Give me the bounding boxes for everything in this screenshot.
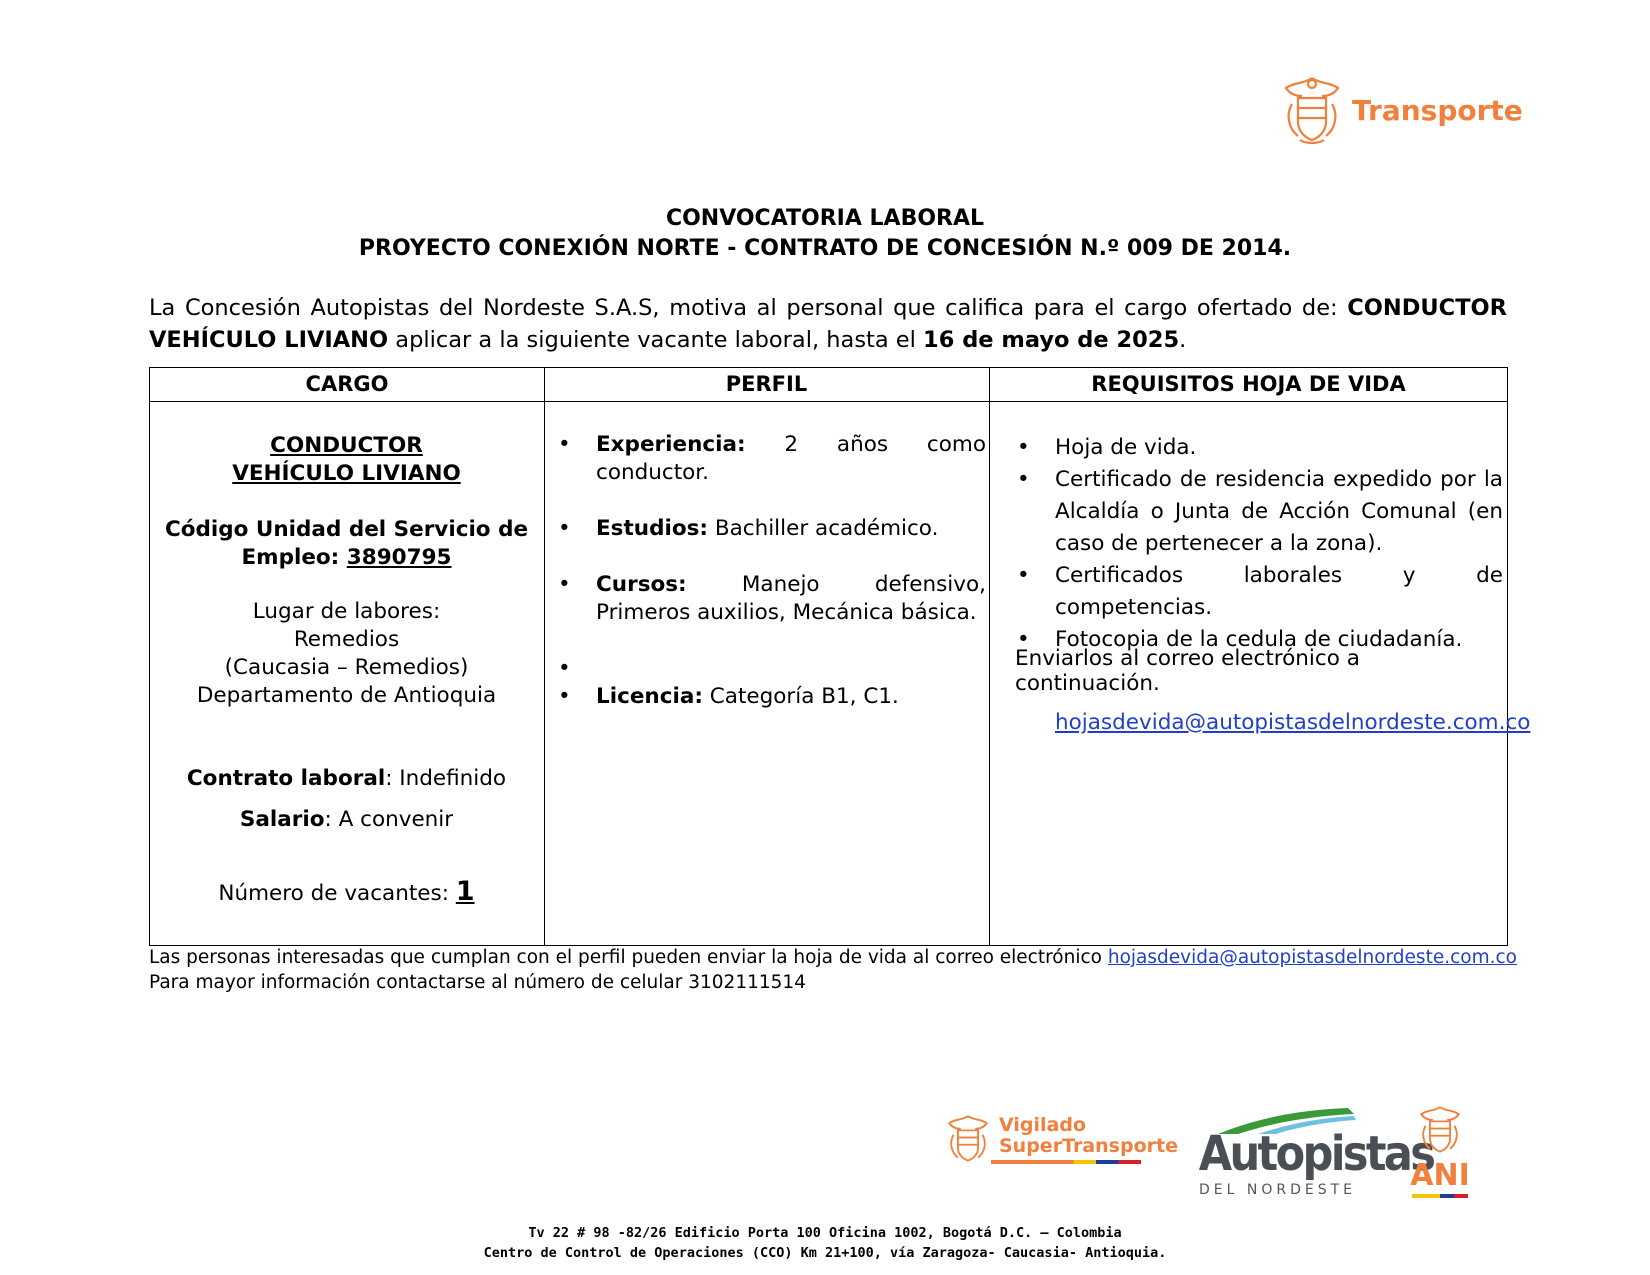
perfil-label: Cursos: bbox=[596, 572, 687, 597]
cargo-contract-label: Contrato laboral bbox=[186, 766, 386, 791]
cargo-title bbox=[150, 432, 543, 488]
autopistas-wordmark: Autopistas bbox=[1198, 1126, 1434, 1182]
requisito-item: • Fotocopia de la cedula de ciudadanía. bbox=[991, 624, 1503, 656]
footnote-email-link[interactable]: hojasdevida@autopistasdelnordeste.com.co bbox=[1107, 947, 1517, 968]
perfil-list bbox=[546, 431, 986, 711]
cargo-vacancies-value: 1 bbox=[455, 876, 475, 907]
address-line-1: Tv 22 # 98 -82/26 Edificio Porta 100 Oficina 1002, Bogotá D.C. – Colombia bbox=[528, 1225, 1122, 1241]
cargo-code bbox=[150, 516, 543, 572]
ani-wordmark: ANI bbox=[1410, 1158, 1470, 1193]
cargo-place-line3: Departamento de Antioquia bbox=[196, 683, 497, 708]
perfil-item-experiencia bbox=[546, 431, 986, 487]
autopistas-subtitle: DEL NORDESTE bbox=[1198, 1182, 1356, 1198]
requisitos-list bbox=[991, 432, 1503, 656]
perfil-item-cursos bbox=[546, 571, 986, 627]
cargo-salary-value: : A convenir bbox=[324, 807, 454, 832]
requisito-item: • Certificados laborales y de competencias. bbox=[991, 560, 1503, 624]
footnote-phone: Para mayor información contactarse al número de celular 3102111514 bbox=[149, 972, 806, 993]
intro-role: CONDUCTOR VEHÍCULO LIVIANO bbox=[149, 295, 1507, 353]
requisito-item: • Hoja de vida. bbox=[991, 432, 1503, 464]
transporte-logo-text: Transporte bbox=[1352, 93, 1523, 127]
intro-deadline: 16 de mayo de 2025 bbox=[923, 327, 1180, 353]
cargo-place-line2: (Caucasia – Remedios) bbox=[224, 655, 469, 680]
intro-paragraph bbox=[149, 292, 1507, 356]
footnote-email bbox=[149, 946, 1517, 970]
cargo-title-line2: VEHÍCULO LIVIANO bbox=[232, 461, 461, 486]
cargo-contract bbox=[150, 765, 543, 793]
perfil-text: Bachiller académico. bbox=[708, 516, 939, 541]
perfil-label: Licencia: bbox=[596, 684, 703, 709]
cargo-place-line1: Remedios bbox=[293, 627, 400, 652]
header-requisitos: REQUISITOS HOJA DE VIDA bbox=[1091, 372, 1406, 396]
cargo-title-line1: CONDUCTOR bbox=[270, 433, 423, 458]
perfil-text: 2 años como conductor. bbox=[596, 432, 986, 485]
cargo-code-label-2: Empleo: bbox=[241, 545, 347, 570]
colombia-coat-of-arms-icon bbox=[1280, 74, 1344, 146]
table-divider bbox=[544, 368, 545, 945]
header-cargo: CARGO bbox=[305, 372, 389, 396]
requisito-item: • Certificado de residencia expedido por la Alcaldía o Junta de Acción Comunal (en caso de pertenecer a la zona). bbox=[991, 464, 1503, 560]
perfil-item-empty bbox=[546, 655, 986, 683]
intro-text-2: aplicar a la siguiente vacante laboral, hasta el bbox=[388, 327, 924, 353]
perfil-text: Categoría B1, C1. bbox=[702, 684, 899, 709]
perfil-text: Manejo defensivo, Primeros auxilios, Mecánica básica. bbox=[596, 572, 986, 625]
vacancy-table bbox=[149, 367, 1531, 946]
cargo-salary-label: Salario bbox=[239, 807, 325, 832]
header-perfil: PERFIL bbox=[725, 372, 808, 396]
cargo-code-label-1: Código Unidad del Servicio de bbox=[164, 517, 529, 542]
flag-stripe bbox=[1412, 1194, 1468, 1198]
intro-text-1: La Concesión Autopistas del Nordeste S.A.S, motiva al personal que califica para el cargo ofertado de: bbox=[149, 295, 1348, 321]
perfil-label: Experiencia: bbox=[596, 432, 746, 457]
vigilado-line1: Vigilado bbox=[999, 1113, 1086, 1136]
ani-logo bbox=[1405, 1104, 1475, 1198]
flag-stripe bbox=[991, 1160, 1141, 1164]
cargo-vacancies-label: Número de vacantes: bbox=[218, 881, 456, 906]
vigilado-line2: SuperTransporte bbox=[999, 1134, 1178, 1157]
cargo-salary bbox=[150, 806, 543, 834]
cargo-place-label: Lugar de labores: bbox=[252, 599, 441, 624]
intro-text-3: . bbox=[1179, 327, 1187, 353]
table-divider bbox=[989, 368, 990, 945]
vigilado-supertransporte-logo bbox=[945, 1112, 1178, 1166]
document-title: CONVOCATORIA LABORAL bbox=[665, 206, 985, 231]
email-link[interactable]: hojasdevida@autopistasdelnordeste.com.co bbox=[1055, 710, 1531, 735]
perfil-label: Estudios: bbox=[596, 516, 708, 541]
footnote-text: Las personas interesadas que cumplan con el perfil pueden enviar la hoja de vida al correo electrónico bbox=[149, 947, 1108, 968]
document-subtitle: PROYECTO CONEXIÓN NORTE - CONTRATO DE CONCESIÓN N.º 009 DE 2014. bbox=[358, 236, 1292, 261]
cargo-code-value: 3890795 bbox=[346, 545, 452, 570]
cargo-contract-value: : Indefinido bbox=[385, 766, 507, 791]
autopistas-logo bbox=[1190, 1108, 1434, 1198]
send-note: Enviarlos al correo electrónico a continuación. bbox=[1015, 646, 1360, 696]
colombia-coat-of-arms-icon bbox=[945, 1112, 991, 1166]
cargo-vacancies bbox=[150, 878, 543, 908]
perfil-item-licencia bbox=[546, 683, 986, 711]
transporte-logo bbox=[1280, 74, 1523, 146]
cargo-place bbox=[150, 598, 543, 710]
address-line-2: Centro de Control de Operaciones (CCO) Km 21+100, vía Zaragoza- Caucasia- Antioquia. bbox=[483, 1245, 1167, 1261]
colombia-coat-of-arms-icon bbox=[1417, 1104, 1463, 1156]
perfil-item-estudios bbox=[546, 515, 986, 543]
table-header-divider bbox=[150, 401, 1507, 402]
